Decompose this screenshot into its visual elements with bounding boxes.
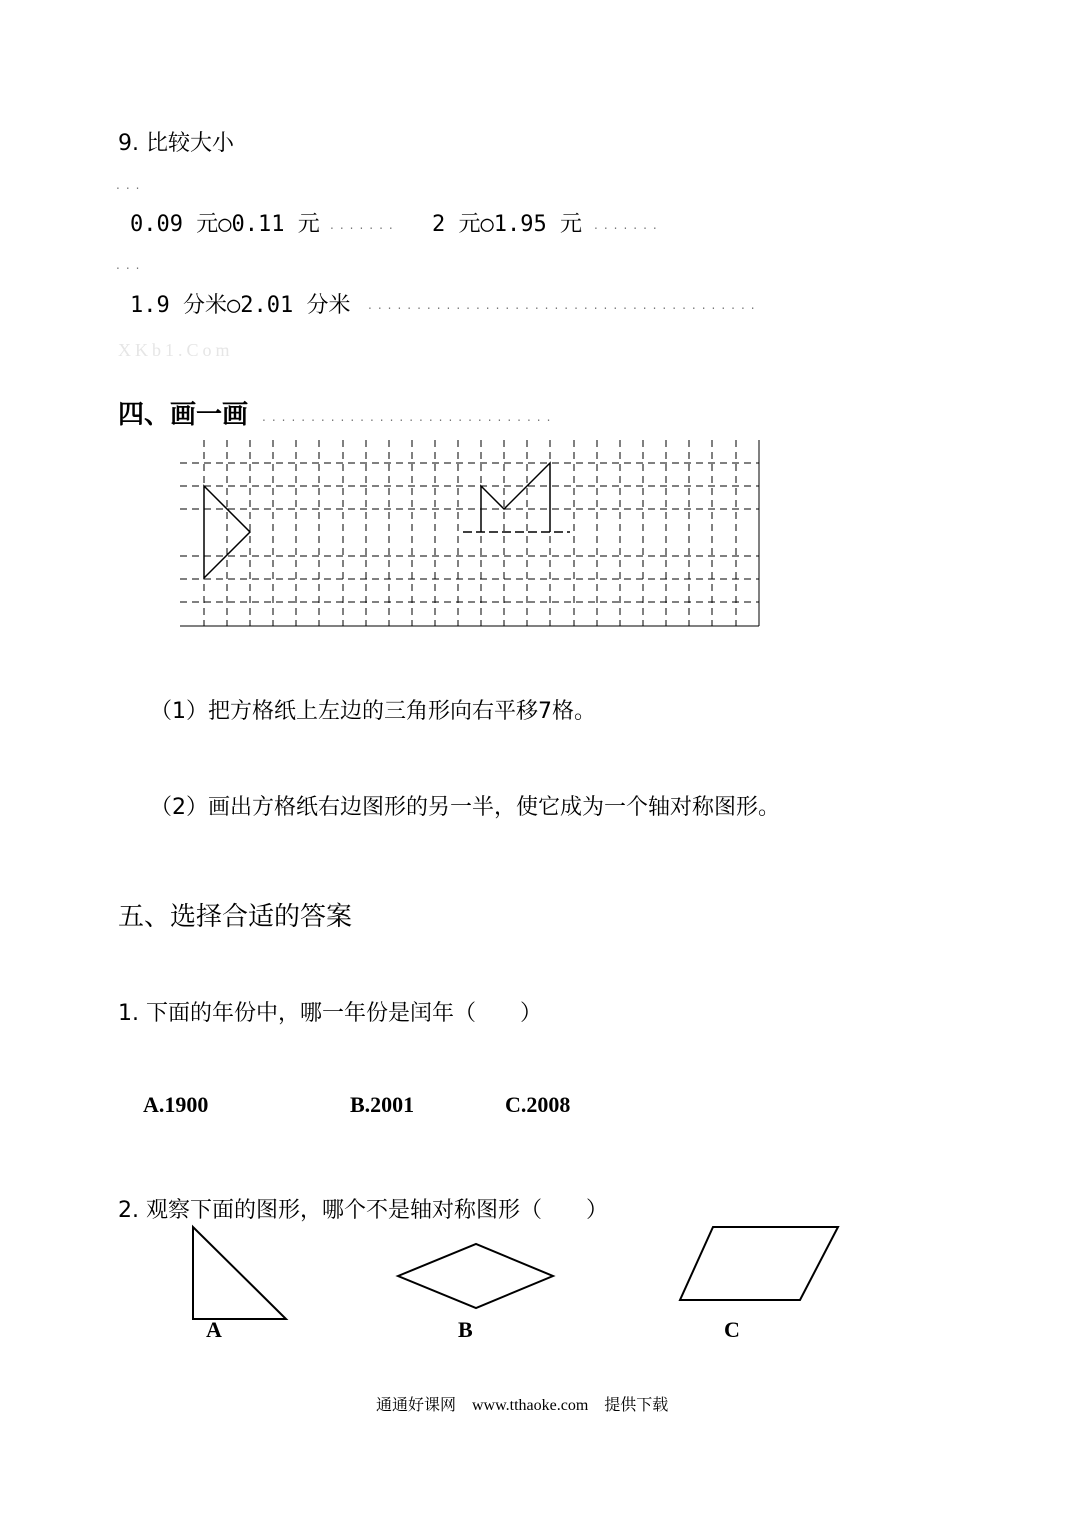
section4-title: 四、画一画 bbox=[118, 400, 249, 430]
compare-item-3: 1.9 分米○2.01 分米 bbox=[130, 293, 351, 318]
option-c: C.2008 bbox=[505, 1092, 571, 1117]
instruction-2: （2）画出方格纸右边图形的另一半，使它成为一个轴对称图形。 bbox=[150, 795, 780, 820]
shape-label-c: C bbox=[724, 1317, 740, 1342]
footer-text: 通通好课网 www.tthaoke.com 提供下载 bbox=[376, 1397, 669, 1414]
dot-leader: .............................. bbox=[262, 410, 557, 424]
rhombus-shape-b bbox=[398, 1244, 553, 1308]
compare-item-1: 0.09 元○0.11 元 bbox=[130, 212, 320, 237]
question-2-text: 2. 观察下面的图形，哪个不是轴对称图形（ ） bbox=[118, 1198, 608, 1223]
instruction-1: （1）把方格纸上左边的三角形向右平移7格。 bbox=[150, 699, 596, 724]
dot-leader: ........................................ bbox=[368, 298, 761, 312]
dot-leader: ....... bbox=[330, 218, 399, 232]
option-a: A.1900 bbox=[143, 1092, 209, 1117]
parallelogram-shape-c bbox=[680, 1227, 838, 1300]
compare-item-2: 2 元○1.95 元 bbox=[432, 212, 582, 237]
grid-paper bbox=[180, 440, 759, 626]
watermark: XKb1.Com bbox=[118, 340, 234, 360]
right-half-figure bbox=[481, 463, 550, 532]
section5-title: 五、选择合适的答案 bbox=[118, 902, 353, 932]
dot-leader: ....... bbox=[594, 218, 663, 232]
q9-title: 9. 比较大小 bbox=[118, 131, 234, 156]
question-1-text: 1. 下面的年份中，哪一年份是闰年（ ） bbox=[118, 1001, 542, 1026]
right-triangle-shape-a bbox=[193, 1227, 286, 1319]
dot-leader: ... bbox=[116, 258, 146, 272]
grid-vertical-lines bbox=[204, 440, 736, 626]
shape-label-b: B bbox=[458, 1317, 473, 1342]
dot-leader: ... bbox=[116, 178, 146, 192]
option-b: B.2001 bbox=[350, 1092, 415, 1117]
shape-label-a: A bbox=[206, 1317, 222, 1342]
